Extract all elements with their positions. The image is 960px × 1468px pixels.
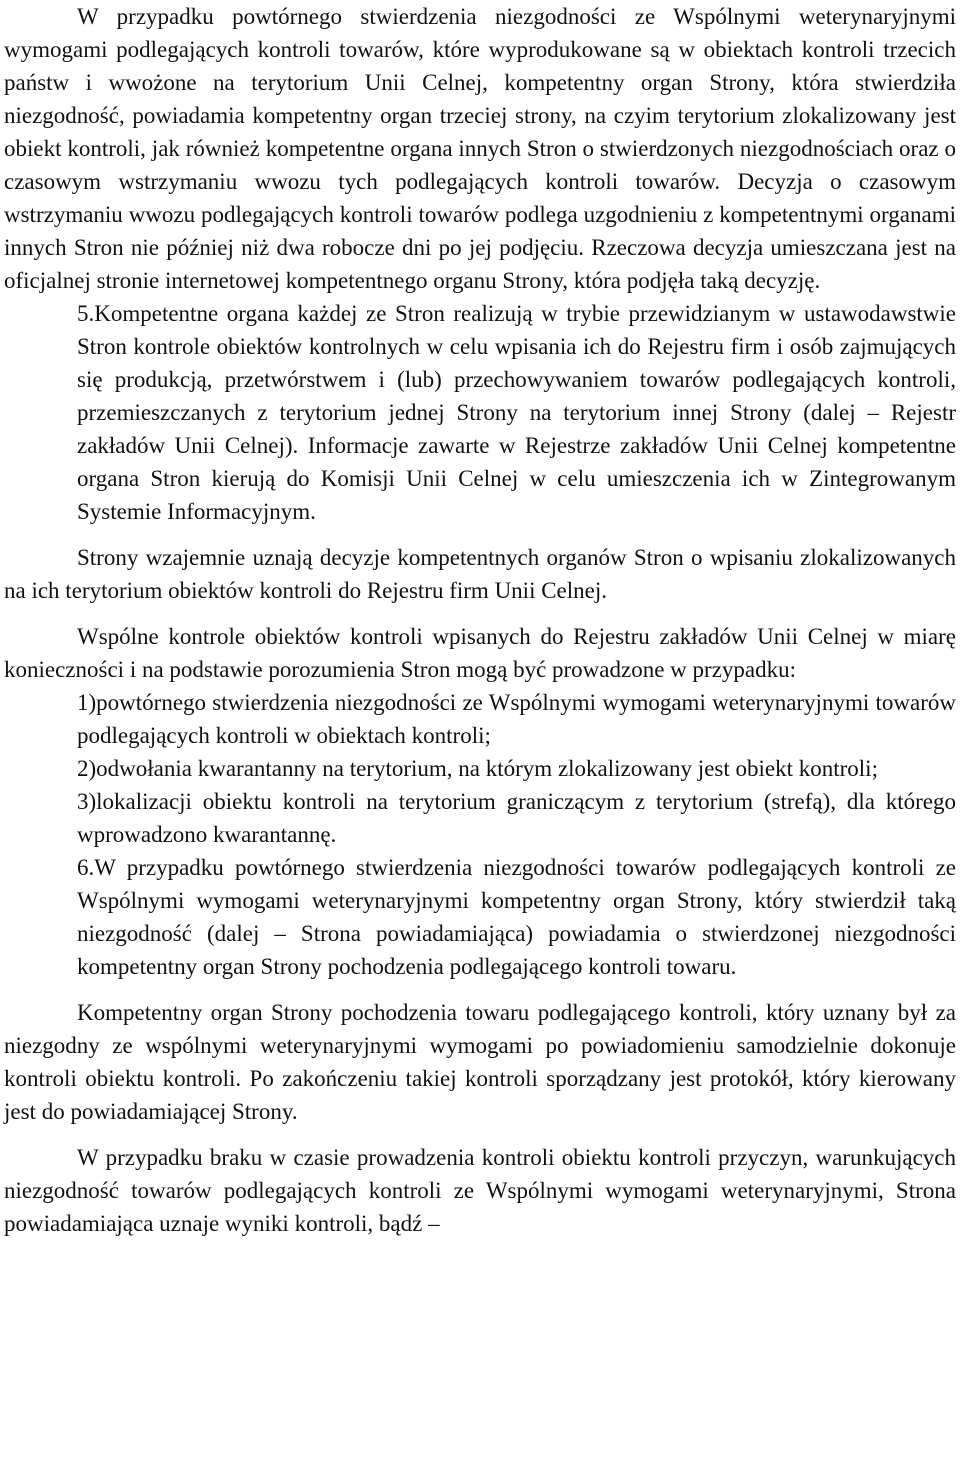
list-item-2: 2)odwołania kwarantanny na terytorium, na którym zlokalizowany jest obiekt kontroli;	[77, 756, 878, 781]
list-item-1: 1)powtórnego stwierdzenia niezgodności ze Wspólnymi wymogami weterynaryjnymi towarów podlegających kontroli w obiektach kontroli;	[77, 690, 956, 748]
list-item-3: 3)lokalizacji obiektu kontroli na terytorium graniczącym z terytorium (strefą), dla którego wprowadzono kwarantannę.	[77, 789, 956, 847]
paragraph-joint-inspections: Wspólne kontrole obiektów kontroli wpisanych do Rejestru zakładów Unii Celnej w miarę konieczności i na podstawie porozumienia Stron mogą być prowadzone w przypadku:	[4, 624, 956, 682]
paragraph-section-5: 5.Kompetentne organa każdej ze Stron realizują w trybie przewidzianym w ustawodawstwie Stron kontrole obiektów kontrolnych w celu wpisania ich do Rejestru firm i osób zajmujących się produkcją, przetwórstwem i (lub) przechowywaniem towarów podlegających kontroli, przemieszczanych z terytorium jednej Strony na terytorium innej Strony (dalej – Rejestr zakładów Unii Celnej). Informacje zawarte w Rejestrze zakładów Unii Celnej kompetentne organa Stron kierują do Komisji Unii Celnej w celu umieszczenia ich w Zintegrowanym Systemie Informacyjnym.	[77, 301, 956, 524]
paragraph-section-6: 6.W przypadku powtórnego stwierdzenia niezgodności towarów podlegających kontroli ze Wspólnymi wymogami weterynaryjnymi kompetentny organ Strony, który stwierdził taką niezgodność (dalej – Strona powiadamiająca) powiadamia o stwierdzonej niezgodności kompetentny organ Strony pochodzenia podlegającego kontroli towaru.	[77, 855, 956, 979]
paragraph-mutual-recognition: Strony wzajemnie uznają decyzje kompetentnych organów Stron o wpisaniu zlokalizowanych na ich terytorium obiektów kontroli do Rejestru firm Unii Celnej.	[4, 545, 956, 603]
paragraph-repeated-nonconformity: W przypadku powtórnego stwierdzenia niezgodności ze Wspólnymi weterynaryjnymi wymogami podlegających kontroli towarów, które wyprodukowane są w obiektach kontroli trzecich państw i wwożone na terytorium Unii Celnej, kompetentny organ Strony, która stwierdziła niezgodność, powiadamia kompetentny organ trzeciej strony, na czyim terytorium zlokalizowany jest obiekt kontroli, jak również kompetentne organa innych Stron o stwierdzonych niezgodnościach oraz o czasowym wstrzymaniu wwozu tych podlegających kontroli towarów. Decyzja o czasowym wstrzymaniu wwozu podlegających kontroli towarów podlega uzgodnieniu z kompetentnymi organami innych Stron nie później niż dwa robocze dni po jej podjęciu. Rzeczowa decyzja umieszczana jest na oficjalnej stronie internetowej kompetentnego organu Strony, która podjęła taką decyzję.	[4, 4, 956, 293]
paragraph-no-cause: W przypadku braku w czasie prowadzenia kontroli obiektu kontroli przyczyn, warunkujących niezgodność towarów podlegających kontroli ze Wspólnymi wymogami weterynaryjnymi, Strona powiadamiająca uznaje wyniki kontroli, bądź –	[4, 1145, 956, 1236]
paragraph-origin-authority: Kompetentny organ Strony pochodzenia towaru podlegającego kontroli, który uznany był za niezgodny ze wspólnymi weterynaryjnymi wymogami po powiadomieniu samodzielnie dokonuje kontroli obiektu kontroli. Po zakończeniu takiej kontroli sporządzany jest protokół, który kierowany jest do powiadamiającej Strony.	[4, 1000, 956, 1124]
